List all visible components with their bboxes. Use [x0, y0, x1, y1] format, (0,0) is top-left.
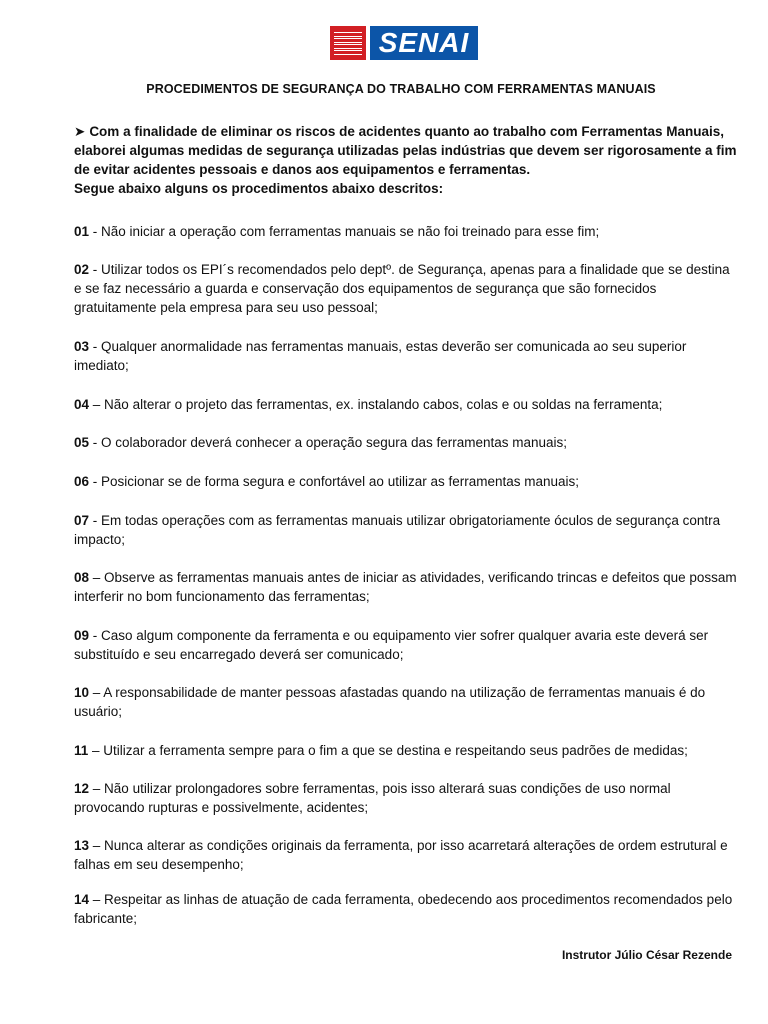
item-number: 05	[74, 435, 90, 450]
item-separator: –	[89, 570, 105, 585]
item-number: 12	[74, 781, 90, 796]
list-item	[74, 395, 738, 414]
item-text: Em todas operações com as ferramentas manuais utilizar obrigatoriamente óculos de segurança contra impacto;	[74, 513, 721, 547]
item-number: 06	[74, 474, 90, 489]
list-item	[74, 337, 738, 375]
item-number: 08	[74, 570, 90, 585]
item-separator: -	[89, 435, 102, 450]
seal-icon	[330, 26, 366, 60]
item-number: 09	[74, 628, 90, 643]
item-text: Não alterar o projeto das ferramentas, ex. instalando cabos, colas e ou soldas na ferramenta;	[104, 397, 663, 412]
item-text: Não iniciar a operação com ferramentas manuais se não foi treinado para esse fim;	[101, 224, 600, 239]
instructor-signature: Instrutor Júlio César Rezende	[561, 948, 732, 962]
item-text: O colaborador deverá conhecer a operação segura das ferramentas manuais;	[101, 435, 568, 450]
document-title: PROCEDIMENTOS DE SEGURANÇA DO TRABALHO COM FERRAMENTAS MANUAIS	[146, 82, 656, 96]
item-number: 11	[74, 743, 89, 758]
list-item	[74, 890, 738, 928]
intro-section	[74, 122, 738, 198]
item-number: 02	[74, 262, 90, 277]
item-separator: –	[89, 838, 105, 853]
list-item	[74, 433, 738, 452]
item-number: 03	[74, 339, 90, 354]
item-separator: -	[89, 474, 102, 489]
item-text: Caso algum componente da ferramenta e ou equipamento vier sofrer qualquer avaria este deverá ser substituído e seu encarregado deverá ser comunicado;	[74, 628, 709, 662]
item-number: 10	[74, 685, 90, 700]
item-text: Posicionar se de forma segura e confortável ao utilizar as ferramentas manuais;	[101, 474, 580, 489]
item-text: Utilizar todos os EPI´s recomendados pelo deptº. de Segurança, apenas para a finalidade que se destina e se faz necessário a guarda e conservação dos equipamentos de segurança que são fornecidos gratuitamente pela empresa para seu uso pessoal;	[74, 262, 730, 315]
item-text: Nunca alterar as condições originais da ferramenta, por isso acarretará alterações de ordem estrutural e falhas em seu desempenho;	[74, 838, 728, 872]
list-item	[74, 626, 738, 664]
item-separator: -	[89, 224, 102, 239]
item-separator: –	[89, 397, 105, 412]
item-number: 14	[74, 892, 90, 907]
item-separator: –	[89, 685, 104, 700]
item-number: 04	[74, 397, 90, 412]
logo-wordmark: SENAI	[370, 26, 478, 60]
item-text: Utilizar a ferramenta sempre para o fim a que se destina e respeitando seus padrões de medidas;	[103, 743, 688, 758]
list-item	[74, 741, 738, 760]
item-separator: –	[89, 781, 105, 796]
senai-logo	[330, 26, 478, 60]
list-item	[74, 472, 738, 491]
item-text: Não utilizar prolongadores sobre ferramentas, pois isso alterará suas condições de uso normal provocando rupturas e possivelmente, acidentes;	[74, 781, 671, 815]
item-text: Observe as ferramentas manuais antes de iniciar as atividades, verificando trincas e defeitos que possam interferir no bom funcionamento das ferramentas;	[74, 570, 737, 604]
item-separator: -	[89, 262, 102, 277]
intro-paragraph	[74, 122, 738, 179]
item-number: 13	[74, 838, 90, 853]
item-separator: –	[89, 892, 105, 907]
intro-follow: Segue abaixo alguns os procedimentos abaixo descritos:	[74, 181, 444, 196]
item-text: Qualquer anormalidade nas ferramentas manuais, estas deverão ser comunicada ao seu superior imediato;	[74, 339, 687, 373]
item-separator: –	[88, 743, 104, 758]
item-text: Respeitar as linhas de atuação de cada ferramenta, obedecendo aos procedimentos recomendados pelo fabricante;	[74, 892, 733, 926]
arrow-bullet-icon: ➤	[74, 124, 86, 139]
list-item	[74, 222, 738, 241]
list-item	[74, 260, 738, 317]
list-item	[74, 836, 738, 874]
item-separator: -	[89, 513, 102, 528]
intro-text: Com a finalidade de eliminar os riscos de acidentes quanto ao trabalho com Ferramentas Manuais, elaborei algumas medidas de segurança utilizadas pelas indústrias que devem ser rigorosamente a fim de evitar acidentes pessoais e danos aos equipamentos e ferramentas.	[74, 124, 737, 177]
list-item	[74, 779, 738, 817]
item-text: A responsabilidade de manter pessoas afastadas quando na utilização de ferramentas manuais é do usuário;	[74, 685, 706, 719]
list-item	[74, 683, 738, 721]
list-item	[74, 568, 738, 606]
item-number: 07	[74, 513, 90, 528]
item-separator: -	[89, 339, 102, 354]
item-number: 01	[74, 224, 90, 239]
item-separator: -	[89, 628, 102, 643]
list-item	[74, 511, 738, 549]
